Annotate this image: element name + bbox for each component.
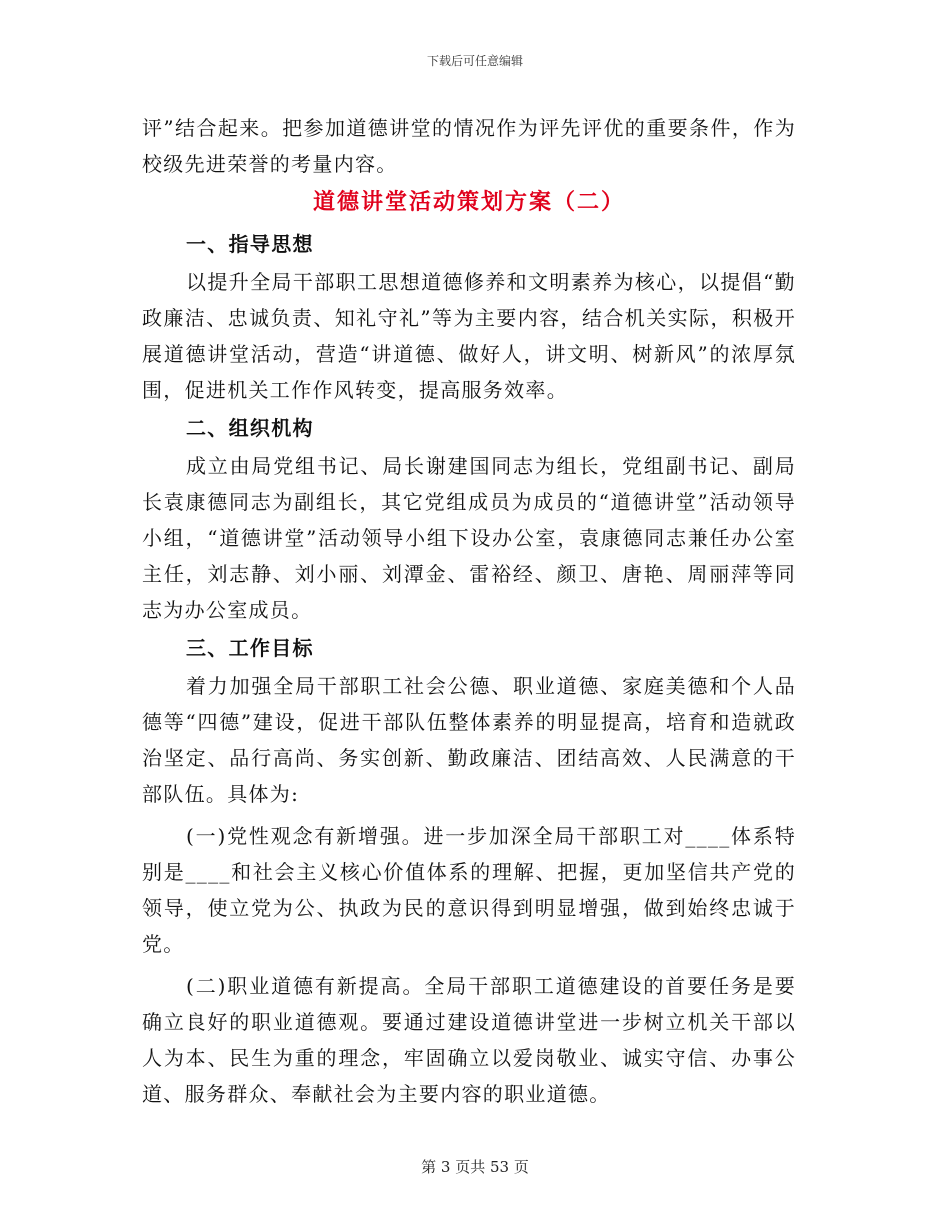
paragraph-guiding-ideology: 以提升全局干部职工思想道德修养和文明素养为核心，以提倡“勤政廉洁、忠诚负责、知礼守礼”等为主要内容，结合机关实际，积极开展道德讲堂活动，营造“讲道德、做好人，讲文明、树新风”的浓厚氛围，促进机关工作作风转变，提高服务效率。	[142, 270, 796, 402]
paragraph-work-goals: 着力加强全局干部职工社会公德、职业道德、家庭美德和个人品德等“四德”建设，促进干部队伍整体素养的明显提高，培育和造就政治坚定、品行高尚、务实创新、勤政廉洁、团结高效、人民满意的干部队伍。具体为:	[142, 674, 796, 806]
section-heading-work-goals: 三、工作目标	[186, 636, 314, 660]
page-footer: 第 3 页共 53 页	[421, 1158, 529, 1176]
paragraph-organization: 成立由局党组书记、局长谢建国同志为组长，党组副书记、副局长袁康德同志为副组长，其它党组成员为成员的“道德讲堂”活动领导小组，“道德讲堂”活动领导小组下设办公室，袁康德同志兼任办公室主任，刘志静、刘小丽、刘潭金、雷裕经、颜卫、唐艳、周丽萍等同志为办公室成员。	[142, 454, 796, 622]
paragraph-party-spirit: (一)党性观念有新增强。进一步加深全局干部职工对____体系特别是____和社会主义核心价值体系的理解、把握，更加坚信共产党的领导，使立党为公、执政为民的意识得到明显增强，做到始终忠诚于党。	[142, 824, 796, 956]
section-heading-organization: 二、组织机构	[186, 416, 314, 440]
page-header: 下载后可任意编辑	[426, 54, 523, 68]
document-body	[142, 110, 796, 1112]
intro-paragraph: 评”结合起来。把参加道德讲堂的情况作为评先评优的重要条件，作为校级先进荣誉的考量内容。	[142, 116, 796, 176]
document-title: 道德讲堂活动策划方案（二）	[312, 189, 625, 215]
paragraph-professional-ethics: (二)职业道德有新提高。全局干部职工道德建设的首要任务是要确立良好的职业道德观。要通过建设道德讲堂进一步树立机关干部以人为本、民生为重的理念，牢固确立以爱岗敬业、诚实守信、办事公道、服务群众、奉献社会为主要内容的职业道德。	[142, 974, 796, 1106]
section-heading-guiding-ideology: 一、指导思想	[186, 232, 314, 256]
